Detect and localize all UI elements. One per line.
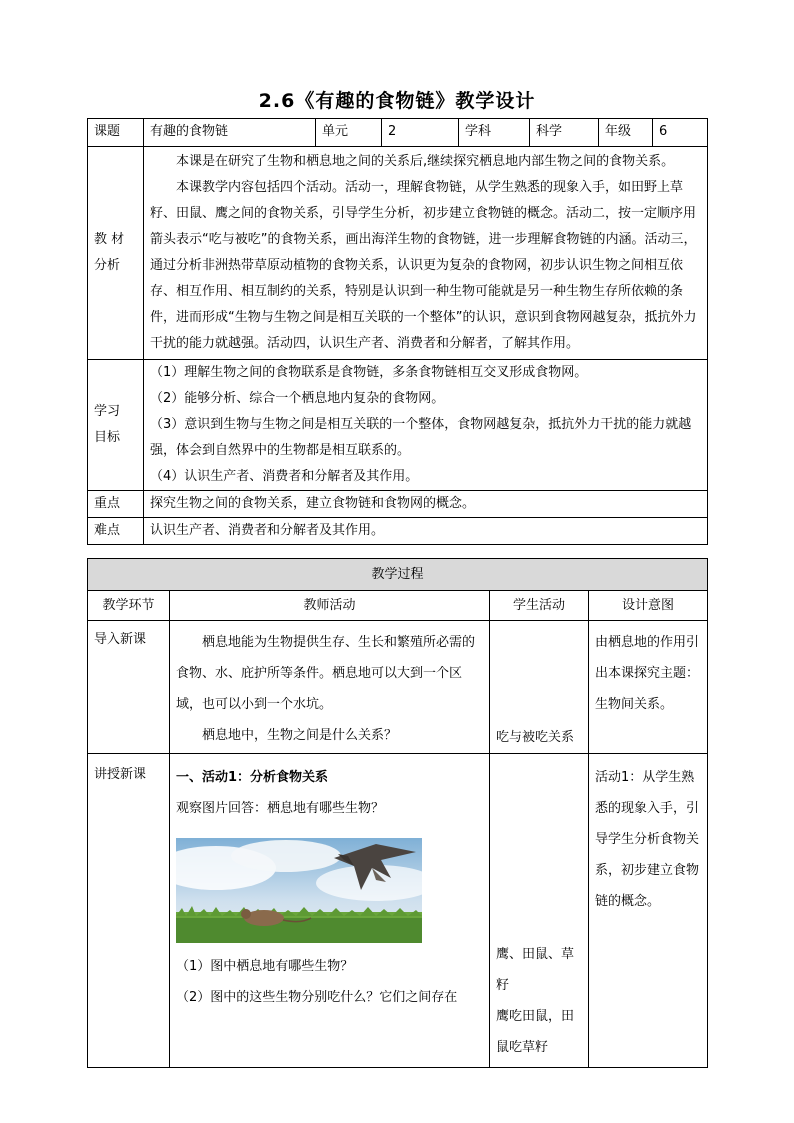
lesson-info-table (87, 118, 708, 545)
question-1: （1）图中栖息地有哪些生物？ (176, 959, 354, 974)
grade-value: 6 (653, 119, 708, 147)
key-row (88, 491, 708, 518)
goal-item: （4）认识生产者、消费者和分解者及其作用。 (150, 469, 419, 484)
difficulty-label: 难点 (88, 518, 144, 545)
material-label: 教 材 分析 (88, 147, 144, 360)
col-stage: 教学环节 (88, 591, 170, 621)
activity-heading: 一、活动1：分析食物关系 (176, 770, 329, 785)
unit-label: 单元 (316, 119, 382, 147)
goals-label: 学习 目标 (88, 360, 144, 491)
lesson-student: 鹰、田鼠、草籽 鹰吃田鼠，田鼠吃草籽 (490, 754, 589, 1068)
process-section-title: 教学过程 (88, 559, 708, 591)
lesson-teacher (170, 754, 490, 1068)
goal-item: （3）意识到生物与生物之间是相互关联的一个整体，食物网越复杂，抵抗外力干扰的能力就越强，体会到自然界中的生物都是相互联系的。 (150, 417, 692, 458)
intro-row (88, 621, 708, 754)
goal-item: （2）能够分析、综合一个栖息地内复杂的食物网。 (150, 391, 445, 406)
col-student: 学生活动 (490, 591, 589, 621)
material-content (144, 147, 708, 360)
goals-row (88, 360, 708, 491)
process-title-row (88, 559, 708, 591)
material-paragraph-1: 本课是在研究了生物和栖息地之间的关系后,继续探究栖息地内部生物之间的食物关系。 (176, 154, 675, 169)
keti-value: 有趣的食物链 (144, 119, 316, 147)
goal-item: （1）理解生物之间的食物联系是食物链，多条食物链相互交叉形成食物网。 (150, 365, 588, 380)
keti-label: 课题 (88, 119, 144, 147)
unit-value: 2 (382, 119, 459, 147)
material-paragraph-2: 本课教学内容包括四个活动。活动一，理解食物链，从学生熟悉的现象入手，如田野上草籽、田鼠、鹰之间的食物关系，引导学生分析，初步建立食物链的概念。活动二，按一定顺序用箭头表示“吃与被吃”的食物关系，画出海洋生物的食物链，进一步理解食物链的内涵。活动三，通过分析非洲热带草原动植物的食物关系，认识更为复杂的食物网，初步认识生物之间相互依存、相互作用、相互制约的关系，特别是认识到一种生物可能就是另一种生物生存所依赖的条件，进而形成“生物与生物之间是相互关联的一个整体”的认识，意识到食物网越复杂，抵抗外力干扰的能力就越强。活动四，认识生产者、消费者和分解者，了解其作用。 (150, 180, 697, 351)
difficulty-value: 认识生产者、消费者和分解者及其作用。 (144, 518, 708, 545)
page-title: 2.6《有趣的食物链》教学设计 (258, 90, 536, 112)
key-value: 探究生物之间的食物关系，建立食物链和食物网的概念。 (144, 491, 708, 518)
lesson-stage: 讲授新课 (88, 754, 170, 1068)
intro-teacher: 栖息地能为生物提供生存、生长和繁殖所必需的食物、水、庇护所等条件。栖息地可以大到一个区域，也可以小到一个水坑。 栖息地中，生物之间是什么关系？ (170, 621, 490, 754)
intro-student: 吃与被吃关系 (490, 621, 589, 754)
key-label: 重点 (88, 491, 144, 518)
photo-illustration (176, 838, 422, 943)
col-design: 设计意图 (589, 591, 708, 621)
lesson-row (88, 754, 708, 1068)
falcon-mouse-photo (176, 838, 422, 943)
question-2: （2）图中的这些生物分别吃什么？它们之间存在 (176, 990, 458, 1005)
col-teacher: 教师活动 (170, 591, 490, 621)
process-table (87, 558, 708, 1068)
process-header-row (88, 591, 708, 621)
subject-label: 学科 (459, 119, 530, 147)
material-row (88, 147, 708, 360)
subject-value: 科学 (530, 119, 599, 147)
grade-label: 年级 (599, 119, 653, 147)
header-row (88, 119, 708, 147)
goals-content (144, 360, 708, 491)
lesson-design: 活动1：从学生熟悉的现象入手，引导学生分析食物关系，初步建立食物链的概念。 (589, 754, 708, 1068)
intro-design: 由栖息地的作用引出本课探究主题：生物间关系。 (589, 621, 708, 754)
difficulty-row (88, 518, 708, 545)
intro-stage: 导入新课 (88, 621, 170, 754)
activity-question: 观察图片回答：栖息地有哪些生物？ (176, 801, 385, 816)
